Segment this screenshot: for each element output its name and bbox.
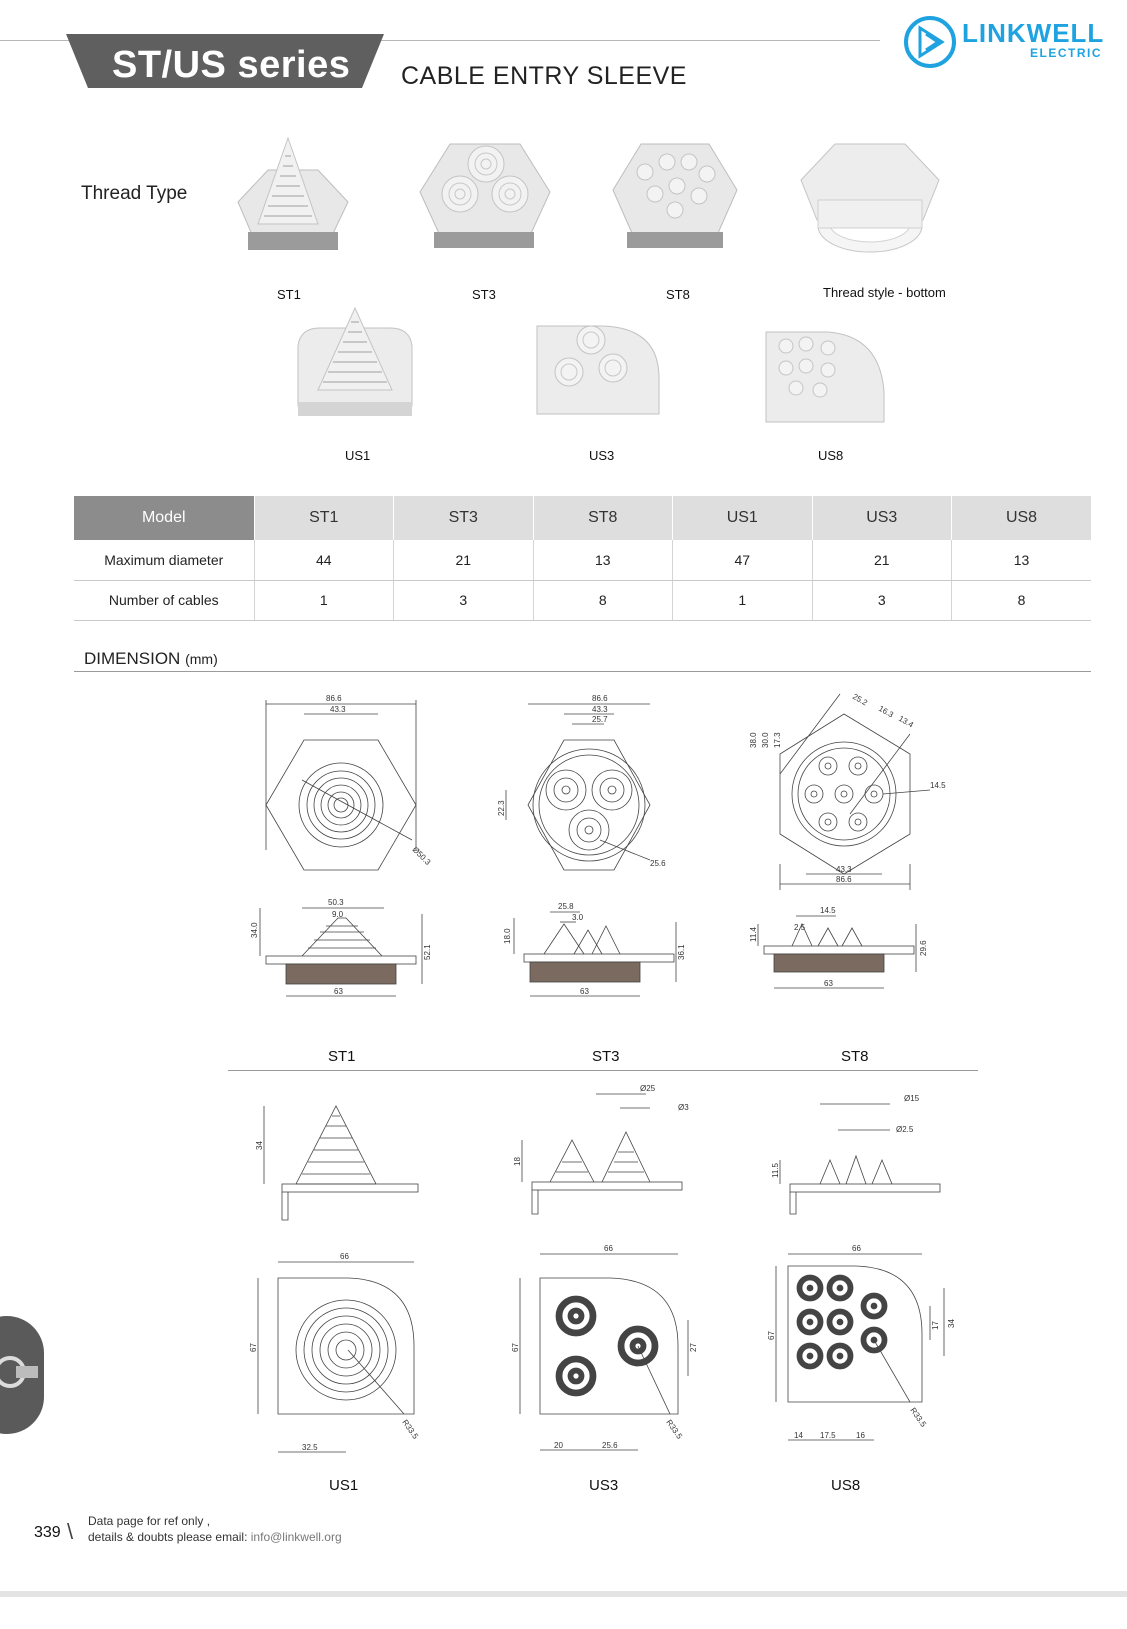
dimension-title — [84, 649, 218, 669]
dim-label: 18 — [513, 1157, 522, 1166]
linkwell-logo — [902, 14, 1112, 70]
table-cell: Maximum diameter — [74, 540, 254, 580]
table-header-cell: ST8 — [533, 496, 673, 540]
drawing-us8 — [767, 1090, 970, 1470]
dim-label: 30.0 — [761, 732, 770, 748]
dim-label: 14.5 — [820, 906, 836, 915]
dim-label: 25.6 — [650, 859, 666, 868]
table-cell: 3 — [394, 580, 534, 620]
dim-label: 27 — [689, 1343, 698, 1352]
product-image-thread-bottom — [795, 140, 945, 265]
dim-label: Ø2.5 — [896, 1125, 914, 1134]
product-label: ST3 — [472, 287, 496, 302]
table-cell: 8 — [533, 580, 673, 620]
table-cell: 1 — [254, 580, 394, 620]
table-row — [74, 540, 1091, 580]
dim-label: 38.0 — [749, 732, 758, 748]
dim-label: 17.5 — [820, 1431, 836, 1440]
drawing-st8 — [740, 684, 960, 1050]
product-image-st3 — [410, 132, 560, 262]
dim-label: 66 — [852, 1244, 861, 1253]
table-cell: 47 — [673, 540, 813, 580]
dim-label: 86.6 — [592, 694, 608, 703]
drawing-label: ST3 — [592, 1048, 620, 1065]
dimension-title-text: DIMENSION — [84, 649, 181, 668]
table-cell: 21 — [812, 540, 952, 580]
dim-label: 32.5 — [302, 1443, 318, 1452]
dim-label: 22.3 — [497, 800, 506, 816]
dim-label: 17.3 — [773, 732, 782, 748]
dim-label: 34.0 — [250, 922, 259, 938]
product-label: ST8 — [666, 287, 690, 302]
dim-label: 66 — [340, 1252, 349, 1261]
table-cell: 13 — [533, 540, 673, 580]
dim-label: 16 — [856, 1431, 865, 1440]
product-image-us3 — [533, 318, 663, 428]
product-image-st8 — [605, 132, 745, 262]
footer-divider: \ — [67, 1519, 74, 1544]
table-cell: 13 — [952, 540, 1092, 580]
drawing-label: US8 — [831, 1477, 861, 1494]
dim-label: 63 — [824, 979, 833, 988]
dim-label: 66 — [604, 1244, 613, 1253]
table-row — [74, 580, 1091, 620]
page-subtitle: CABLE ENTRY SLEEVE — [401, 62, 687, 90]
dim-label: 11.5 — [771, 1163, 780, 1178]
table-cell: 21 — [394, 540, 534, 580]
table-header-cell: US3 — [812, 496, 952, 540]
dim-label: 3.0 — [572, 913, 584, 922]
dim-label: 86.6 — [836, 875, 852, 884]
spec-table — [74, 496, 1091, 621]
table-cell: 3 — [812, 580, 952, 620]
product-image-us8 — [762, 322, 892, 432]
dim-label: 86.6 — [326, 694, 342, 703]
product-label: US1 — [345, 448, 371, 463]
dim-label: 63 — [334, 987, 343, 996]
dim-label: 25.8 — [558, 902, 574, 911]
dim-label: Ø50.3 — [410, 845, 433, 867]
product-image-us1 — [290, 306, 420, 431]
dim-label: 63 — [580, 987, 589, 996]
dim-label: 67 — [249, 1343, 258, 1352]
table-header-row — [74, 496, 1091, 540]
dim-label: 43.3 — [836, 865, 852, 874]
dim-label: 9.0 — [332, 910, 344, 919]
logo-sub: ELECTRIC — [1030, 46, 1102, 60]
drawing-label: US3 — [589, 1477, 619, 1494]
dim-label: 25.7 — [592, 715, 608, 724]
footer-note-line2 — [88, 1530, 342, 1544]
table-header-cell: ST3 — [394, 496, 534, 540]
dim-label: 25.2 — [851, 691, 869, 708]
footer-note-line1: Data page for ref only , — [88, 1514, 211, 1528]
dim-label: R33.5 — [400, 1417, 420, 1441]
dim-label: 67 — [511, 1343, 520, 1352]
product-label: Thread style - bottom — [823, 285, 946, 300]
dim-label: 25.6 — [602, 1441, 618, 1450]
dim-label: 20 — [554, 1441, 563, 1450]
dim-label: 14 — [794, 1431, 803, 1440]
logo-mark-icon — [902, 14, 958, 70]
dim-label: R33.5 — [664, 1417, 684, 1441]
dim-label: 34 — [255, 1141, 264, 1150]
dim-label: 52.1 — [423, 944, 432, 960]
drawing-us3 — [510, 1080, 710, 1472]
dim-label: 43.3 — [330, 705, 346, 714]
drawing-label: ST8 — [841, 1048, 869, 1065]
dim-label: 36.1 — [677, 944, 686, 960]
bottom-strip — [0, 1591, 1127, 1597]
table-cell: 8 — [952, 580, 1092, 620]
side-category-badge — [0, 1316, 44, 1434]
dim-label: 11.4 — [749, 927, 758, 942]
drawing-st1 — [250, 690, 452, 1050]
dim-label: 2.5 — [794, 923, 806, 932]
dim-label: Ø3 — [678, 1103, 689, 1112]
table-cell: 44 — [254, 540, 394, 580]
table-cell: 1 — [673, 580, 813, 620]
drawing-us1 — [249, 1096, 442, 1472]
product-label: US8 — [818, 448, 844, 463]
dim-label: 16.3 — [877, 703, 895, 720]
product-image-st1 — [218, 132, 358, 262]
dim-label: 14.5 — [930, 781, 946, 790]
product-label: US3 — [589, 448, 615, 463]
dim-label: 67 — [767, 1331, 776, 1340]
dim-label: 18.0 — [503, 928, 512, 944]
footer-note-text: details & doubts please email: — [88, 1530, 251, 1544]
dim-label: 17 — [931, 1321, 940, 1330]
table-header-cell: US8 — [952, 496, 1092, 540]
dim-label: 50.3 — [328, 898, 344, 907]
section-rule — [228, 1070, 978, 1071]
series-title: ST/US series — [112, 44, 351, 86]
dim-label: 34 — [947, 1319, 956, 1328]
dim-label: 43.3 — [592, 705, 608, 714]
table-header-cell: ST1 — [254, 496, 394, 540]
drawing-label: US1 — [329, 1477, 359, 1494]
dimension-rule — [74, 671, 1091, 672]
drawing-st3 — [497, 690, 710, 1050]
product-label: ST1 — [277, 287, 301, 302]
logo-word: LINKWELL — [962, 18, 1105, 48]
drawing-label: ST1 — [328, 1048, 356, 1065]
table-header-cell: US1 — [673, 496, 813, 540]
dim-label: 29.6 — [919, 940, 928, 956]
dim-label: R33.5 — [908, 1405, 928, 1429]
page-number: 339 — [34, 1524, 61, 1541]
cable-gland-icon — [0, 1316, 44, 1434]
thread-type-label: Thread Type — [81, 183, 188, 204]
dimension-unit: (mm) — [185, 651, 218, 667]
dim-label: Ø25 — [640, 1084, 656, 1093]
dim-label: 13.4 — [897, 713, 915, 730]
table-cell: Number of cables — [74, 580, 254, 620]
footer-email-link[interactable]: info@linkwell.org — [250, 1530, 342, 1544]
dim-label: Ø15 — [904, 1094, 920, 1103]
table-header-cell: Model — [74, 496, 254, 540]
